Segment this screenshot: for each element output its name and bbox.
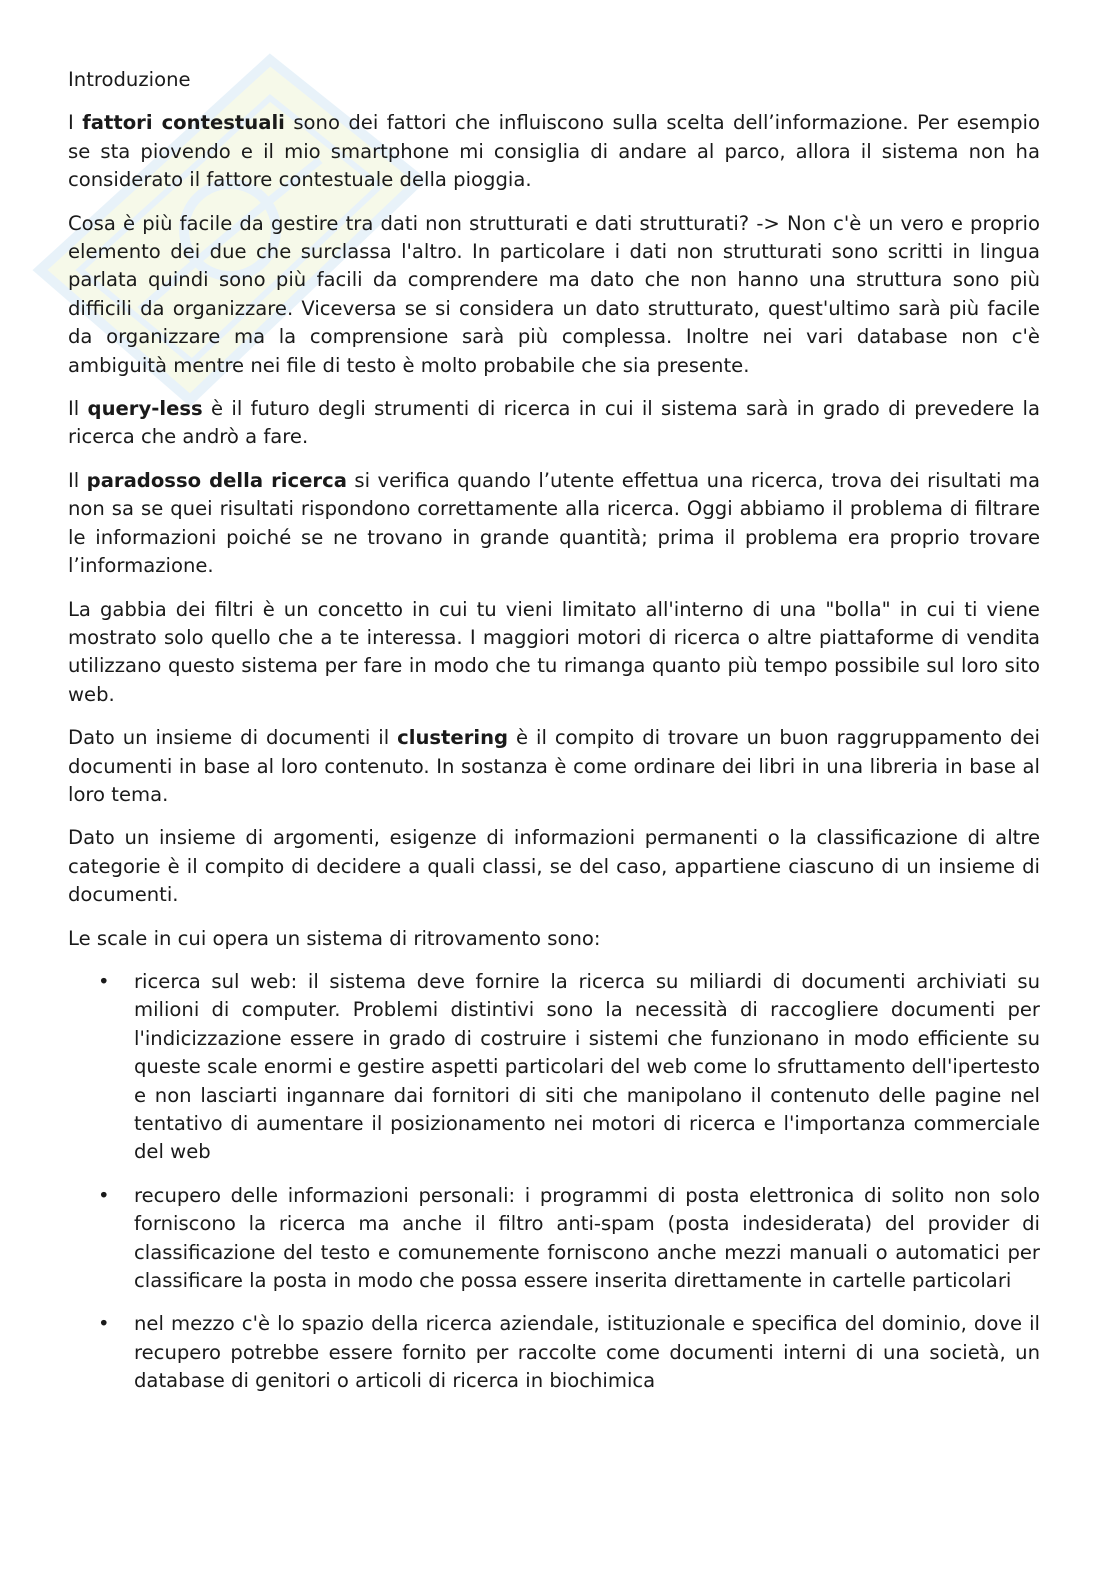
- bullet-icon: •: [98, 969, 110, 993]
- bullet-icon: •: [98, 1183, 110, 1207]
- document-heading: Introduzione: [68, 68, 191, 91]
- term-paradosso-della-ricerca: paradosso della ricerca: [86, 468, 347, 492]
- term-clustering: clustering: [397, 726, 509, 750]
- term-fattori-contestuali: fattori contestuali: [82, 111, 285, 135]
- list-item: [68, 1310, 1040, 1395]
- paragraph-classificazione: Dato un insieme di argomenti, esigenze di informazioni permanenti o la classificazione di altre categorie è il compito di decidere a quali classi, se del caso, appartiene ciascuno di un insieme di documenti.: [68, 826, 1040, 907]
- list-item: [68, 1182, 1040, 1296]
- list-item-text: ricerca sul web: il sistema deve fornire la ricerca su miliardi di documenti archiviati su milioni di computer. Problemi distintivi sono la necessità di raccogliere documenti per l'indicizzazione essere in grado di costruire i sistemi che funzionano in modo efficiente su queste scale enormi e gestire aspetti particolari del web come lo sfruttamento dell'ipertesto e non lasciarti ingannare dai fornitori di siti che manipolano il contenuto delle pagine nel tentativo di aumentare il posizionamento nei motori di ricerca e l'importanza commerciale del web: [134, 969, 1040, 1164]
- paragraph-clustering: Dato un insieme di documenti il clustering è il compito di trovare un buon raggruppamento dei documenti in base al loro contenuto. In sostanza è come ordinare dei libri in una libreria in base al loro tema.: [68, 726, 1040, 806]
- paragraph-gabbia-filtri: La gabbia dei filtri è un concetto in cui tu vieni limitato all'interno di una "bolla" in cui ti viene mostrato solo quello che a te interessa. I maggiori motori di ricerca o altre piattaforme di vendita utilizzano questo sistema per fare in modo che tu rimanga quanto più tempo possibile sul loro sito web.: [68, 597, 1040, 706]
- paragraph-fattori-contestuali: I fattori contestuali sono dei fattori che influiscono sulla scelta dell’informazione. Per esempio se sta piovendo e il mio smartphone mi consiglia di andare al parco, allora il sistema non ha considerato il fattore contestuale della pioggia.: [68, 111, 1040, 192]
- paragraph-paradosso-ricerca: Il paradosso della ricerca si verifica quando l’utente effettua una ricerca, trova dei risultati ma non sa se quei risultati rispondono correttamente alla ricerca. Oggi abbiamo il problema di filtrare le informazioni poiché se ne trovano in grande quantità; prima il problema era proprio trovare l’informazione.: [68, 468, 1040, 578]
- term-query-less: query-less: [87, 397, 203, 421]
- list-item: [68, 968, 1040, 1167]
- document-page: [68, 66, 1040, 1411]
- list-item-text: nel mezzo c'è lo spazio della ricerca aziendale, istituzionale e specifica del dominio, dove il recupero potrebbe essere fornito per raccolte come documenti interni di una società, un database di genitori o articoli di ricerca in biochimica: [134, 1312, 1040, 1393]
- bullet-icon: •: [98, 1312, 110, 1336]
- paragraph-dati-strutturati: Cosa è più facile da gestire tra dati non strutturati e dati strutturati? -> Non c'è un vero e proprio elemento dei due che surclassa l'altro. In particolare i dati non strutturati sono scritti in lingua parlata quindi sono più facili da comprendere ma dato che non hanno una struttura sono più difficili da organizzare. Viceversa se si considera un dato strutturato, quest'ultimo sarà più facile da organizzare ma la comprensione sarà più complessa. Inoltre nei vari database non c'è ambiguità mentre nei file di testo è molto probabile che sia presente.: [68, 211, 1040, 377]
- list-item-text: recupero delle informazioni personali: i programmi di posta elettronica di solito non solo forniscono la ricerca ma anche il filtro anti-spam (posta indesiderata) del provider di classificazione del testo e comunemente forniscono anche mezzi manuali o automatici per classificare la posta in modo che possa essere inserita direttamente in cartelle particolari: [134, 1183, 1040, 1293]
- paragraph-query-less: Il query-less è il futuro degli strumenti di ricerca in cui il sistema sarà in grado di prevedere la ricerca che andrò a fare.: [68, 397, 1040, 449]
- scales-list: [68, 968, 1040, 1396]
- paragraph-scale-intro: Le scale in cui opera un sistema di ritrovamento sono:: [68, 926, 601, 950]
